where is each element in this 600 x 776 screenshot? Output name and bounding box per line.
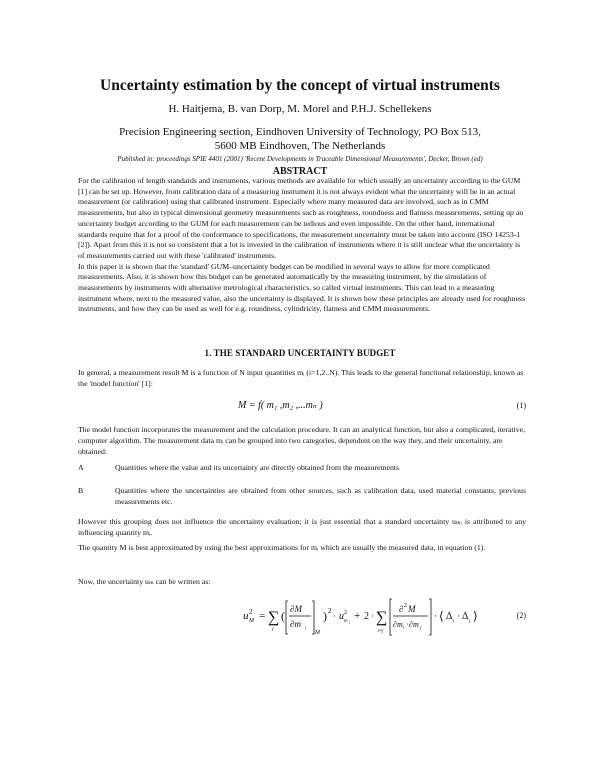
svg-text:∑: ∑ [376,609,388,626]
svg-text:i: i [349,620,351,625]
svg-text:j: j [469,619,471,624]
svg-text:∂m: ∂m [290,619,301,629]
publication-note: Published in: proceedings SPIE 4401 (2001) 'Recent Developments in Traceable Dimensional Measurements', Decker, Brown (ed) [117,155,483,163]
svg-text:Δ: Δ [446,611,453,622]
svg-text:i: i [453,619,455,624]
svg-text:·: · [434,611,437,621]
svg-text:·: · [333,611,336,621]
svg-text:2: 2 [404,603,407,609]
svg-text:M: M [315,630,320,636]
svg-text:2: 2 [364,611,369,622]
paragraph-model-function: In general, a measurement result M is a function of N input quantities mᵢ (i=1,2..N). This leads to the general functional relationship, known as the 'model function' [1]: [78,368,524,388]
authors: H. Haitjema, B. van Dorp, M. Morel and P.H.J. Schellekens [168,103,432,115]
list-item-a-text: Quantities where the value and its uncertainty are directly obtained from the measurements [115,463,400,472]
svg-text:=: = [259,610,266,622]
equation-2-formula [78,592,526,642]
paragraph-uncertainty-intro: Now, the uncertainty uₘ can be written as: [78,577,211,586]
svg-text:∂m: ∂m [409,620,419,629]
equation-2 [78,592,526,642]
equation-2-number: (2) [516,611,526,620]
svg-text:2: 2 [344,610,347,616]
list-item-b-text: Quantities where the uncertainties are obtained from other sources, such as calibration data, used material constants, previous measurements etc. [115,486,526,506]
list-item-a-letter: A [78,463,84,472]
affiliation [0,125,600,153]
affiliation-line-1: Precision Engineering section, Eindhoven University of Technology, PO Box 513, [119,126,481,138]
svg-text:): ) [323,609,327,623]
svg-text:2: 2 [249,608,253,616]
svg-text:M: M [408,604,416,614]
equation-1-number: (1) [516,401,526,410]
svg-text:·: · [457,611,460,621]
svg-text:⟩: ⟩ [473,609,478,623]
svg-text:M: M [249,618,254,624]
abstract-paragraph-2: In this paper it is shown that the 'standard' GUM–uncertainty budget can be modified in several ways to allow for more complicated measurements. Also, it is shown how this budget can be generated automatically by the measuring instrument, by the simulation of measurements by instruments with alternative metrological characteristics, so called virtual instruments. This can lead to a measuring instrument where, next to the measured value, also the uncertainty is displayed. It is shown how these principles are already used for roughness instruments, and how they can be used as well for e.g. roundness, cylindricity, flatness and CMM measurements. [78,261,526,314]
svg-text:u: u [339,611,344,622]
abstract-heading: ABSTRACT [272,166,328,177]
svg-text:j: j [420,626,422,631]
svg-text:∂m: ∂m [393,620,403,629]
svg-text:i≠j: i≠j [378,629,384,634]
paragraph-best-approximation: The quantity M is best approximated by using the best approximations for mᵢ which are usually the measured data, in equation (1). [78,543,486,552]
affiliation-line-2: 5600 MB Eindhoven, The Netherlands [214,140,386,152]
equation-1-expression: M = f( m₁ ,m₂ ,...mₙ ) [238,400,323,411]
svg-text:∂M: ∂M [290,604,302,614]
svg-text:(: ( [281,609,285,623]
svg-text:i: i [403,626,405,631]
paragraph-model-description: The model function incorporates the measurement and the calculation procedure. It can an analytical function, but also a complicated, iterative, computer algorithm. The measurement data mᵢ can be grouped into two categories, dependent on the way they, and their uncertainty, are obtained: [78,425,526,456]
paragraph-standard-uncertainty: However this grouping does not influence the uncertainty evaluation; it is just essential that a standard uncertainty uₘᵢ is attributed to any influencing quantity mᵢ. [78,517,526,537]
svg-text:∑: ∑ [268,609,280,626]
svg-text:i: i [272,627,274,633]
svg-text:m: m [344,619,348,624]
equation-1 [78,400,526,414]
svg-text:u: u [243,610,249,622]
abstract [78,176,526,315]
svg-text:Δ: Δ [462,611,469,622]
svg-text:⟨: ⟨ [439,609,444,623]
section-1-heading: 1. THE STANDARD UNCERTAINTY BUDGET [204,348,396,358]
paper-title: Uncertainty estimation by the concept of virtual instruments [100,77,500,94]
svg-text:i: i [305,626,307,631]
abstract-paragraph-1: For the calibration of length standards and instruments, various methods are available for which usually an uncertainty according to the GUM [1] can be set up. However, from calibration data of a measuring instrument it is not always evident what the uncertainty will be in an actual measurement (or calibration) using that calibrated instrument. Especially where many measured data are involved, such as in CMM measurements, but also in typical dimensional geometry measurements such as roughness, roundness and flatness measurements, setting up an uncertainty budget according to the GUM for each measurement can be tedious and even impossible. On the other hand, international standards require that for a proof of the conformance to specifications, the measurement uncertainty must be taken into account (ISO 14253-1 [2]). Apart from this it is not so consistent that a lot is invested in the calibration of instruments where it is still unclear what the uncertainty is of measurements carried out with these 'calibrated' instruments. [78,176,524,260]
svg-text:·: · [406,620,409,629]
list-item-b-letter: B [78,486,84,495]
svg-text:2: 2 [328,607,332,615]
svg-text:∂: ∂ [399,604,404,614]
svg-text:+: + [354,610,361,622]
svg-text:·: · [371,611,374,621]
